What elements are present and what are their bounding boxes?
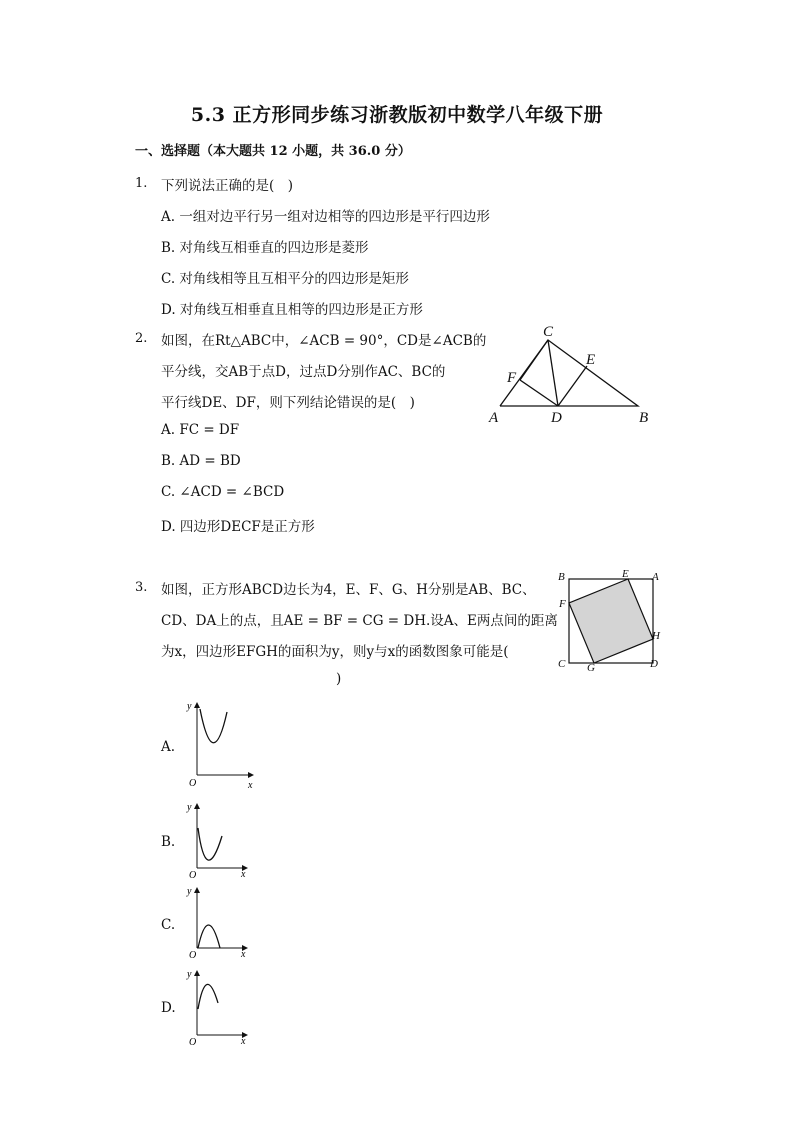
y-axis-label: y xyxy=(187,802,192,813)
x-axis-label: x xyxy=(241,1036,246,1047)
origin-label: O xyxy=(189,1037,197,1047)
graph-option-d xyxy=(180,965,255,1047)
question-stem-line: 平行线DE、DF，则下列结论错误的是( ) xyxy=(161,395,415,411)
graph-option-c xyxy=(180,882,255,964)
question-number: 1. xyxy=(135,176,148,191)
origin-label: O xyxy=(189,950,197,961)
origin-label: O xyxy=(189,870,197,881)
x-axis-label: x xyxy=(248,780,253,791)
page-title: 5.3 正方形同步练习浙教版初中数学八年级下册 xyxy=(190,104,604,126)
option-c[interactable]: C. ∠ACD = ∠BCD xyxy=(161,484,285,500)
question-stem-line: ) xyxy=(336,671,342,687)
question-stem-line: 如图，正方形ABCD边长为4，E、F、G、H分别是AB、BC、 xyxy=(161,582,536,598)
label-e: E xyxy=(586,352,596,368)
label-h: H xyxy=(652,630,660,642)
question-stem-line: 为x，四边形EFGH的面积为y，则y与x的函数图象可能是( xyxy=(161,644,509,660)
label-b: B xyxy=(558,571,565,583)
x-axis-label: x xyxy=(241,869,246,880)
y-axis-label: y xyxy=(187,701,192,712)
y-axis-label: y xyxy=(187,969,192,980)
option-a[interactable]: A. FC = DF xyxy=(161,422,240,438)
square-figure xyxy=(553,568,665,674)
option-d[interactable]: D. 对角线互相垂直且相等的四边形是正方形 xyxy=(161,302,423,318)
option-d[interactable]: D. 四边形DECF是正方形 xyxy=(161,519,315,535)
y-axis-label: y xyxy=(187,886,192,897)
option-b[interactable]: B. xyxy=(161,834,176,850)
label-c: C xyxy=(558,658,566,670)
label-d: D xyxy=(650,658,658,670)
option-a[interactable]: A. xyxy=(161,739,176,755)
question-number: 2. xyxy=(135,331,148,346)
option-b[interactable]: B. 对角线互相垂直的四边形是菱形 xyxy=(161,240,369,256)
question-stem-line: CD、DA上的点，且AE = BF = CG = DH.设A、E两点间的距离 xyxy=(161,613,558,629)
option-b[interactable]: B. AD = BD xyxy=(161,453,241,469)
label-f: F xyxy=(507,370,517,386)
label-e: E xyxy=(622,568,629,580)
question-stem-line: 平分线，交AB于点D，过点D分别作AC、BC的 xyxy=(161,364,446,380)
question-number: 3. xyxy=(135,580,148,595)
section-heading: 一、选择题（本大题共 12 小题，共 36.0 分） xyxy=(135,144,411,159)
graph-option-a xyxy=(180,697,260,792)
x-axis-label: x xyxy=(241,949,246,960)
triangle-figure xyxy=(480,318,660,428)
origin-label: O xyxy=(189,778,197,789)
question-stem: 下列说法正确的是( ) xyxy=(161,178,294,194)
label-d: D xyxy=(551,410,562,426)
option-c[interactable]: C. 对角线相等且互相平分的四边形是矩形 xyxy=(161,271,409,287)
option-a[interactable]: A. 一组对边平行另一组对边相等的四边形是平行四边形 xyxy=(161,209,490,225)
label-b: B xyxy=(639,410,649,426)
label-f: F xyxy=(559,598,566,610)
option-c[interactable]: C. xyxy=(161,917,176,933)
graph-option-b xyxy=(180,798,255,883)
label-a: A xyxy=(652,571,659,583)
label-g: G xyxy=(587,662,595,674)
question-stem-line: 如图，在Rt△ABC中，∠ACB = 90°，CD是∠ACB的 xyxy=(161,333,487,349)
label-c: C xyxy=(543,324,554,340)
option-d[interactable]: D. xyxy=(161,1000,176,1016)
label-a: A xyxy=(489,410,499,426)
